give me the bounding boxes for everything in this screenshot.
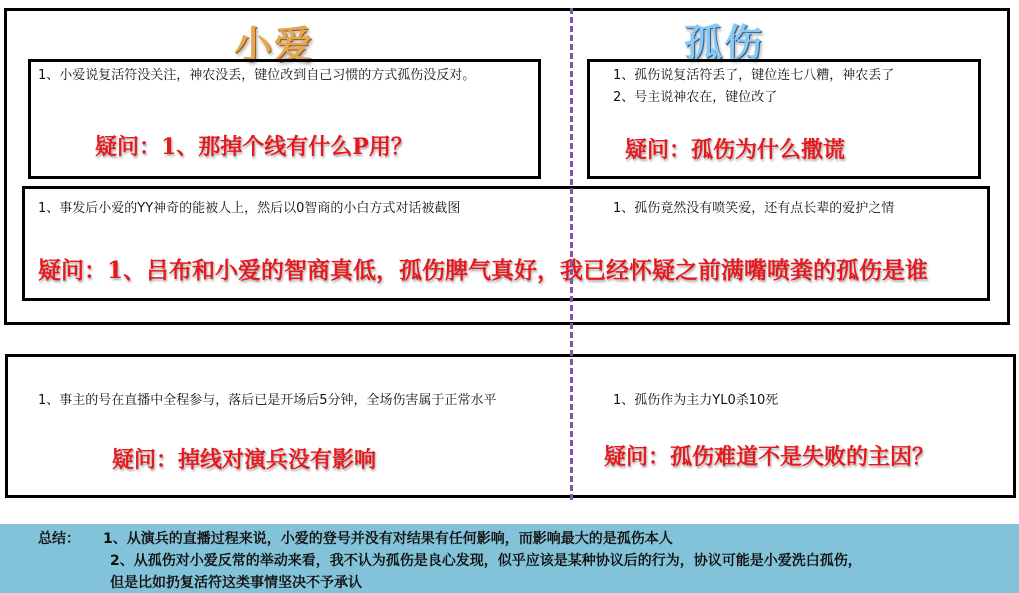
right-note-2: 2、号主说神农在，键位改了 [613,90,778,105]
left-question-1: 疑问：1、那掉个线有什么P用？ [95,134,413,160]
right-question-1: 疑问：孤伤为什么撒谎 [625,137,846,163]
left-note-middle: 1、事发后小爱的YY神奇的能被人上，然后以0智商的小白方式对话被截图 [38,201,461,216]
left-question-bottom: 疑问：掉线对演兵没有影响 [112,447,377,473]
left-heading: 小爱 [234,22,315,67]
bottom-frame [5,354,1016,498]
right-note-bottom: 1、孤伤作为主力YL0杀10死 [613,393,779,408]
summary-label: 总结： [38,531,80,547]
right-note-middle: 1、孤伤竟然没有喷笑爱，还有点长辈的爱护之情 [613,201,895,216]
summary-line-2: 2、从孤伤对小爱反常的举动来看，我不认为孤伤是良心发现，似乎应该是某种协议后的行为，协议可能是小爱洗白孤伤， [110,553,862,569]
right-question-bottom: 疑问：孤伤难道不是失败的主因？ [604,444,935,470]
right-note-1: 1、孤伤说复活符丢了，键位连七八糟，神农丢了 [613,68,895,83]
left-note-bottom: 1、事主的号在直播中全程参与，落后已是开场后5分钟，全场伤害属于正常水平 [38,393,497,408]
left-note-1: 1、小爱说复活符没关注，神农没丢，键位改到自己习惯的方式孤伤没反对。 [38,68,476,83]
summary-line-1: 1、从演兵的直播过程来说，小爱的登号并没有对结果有任何影响，而影响最大的是孤伤本人 [103,531,673,547]
middle-question: 疑问：1、吕布和小爱的智商真低，孤伤脾气真好，我已经怀疑之前满嘴喷粪的孤伤是谁 [38,257,929,284]
center-divider [570,8,573,500]
right-heading: 孤伤 [684,20,765,65]
summary-line-3: 但是比如扔复活符这类事情坚决不予承认 [110,575,362,591]
